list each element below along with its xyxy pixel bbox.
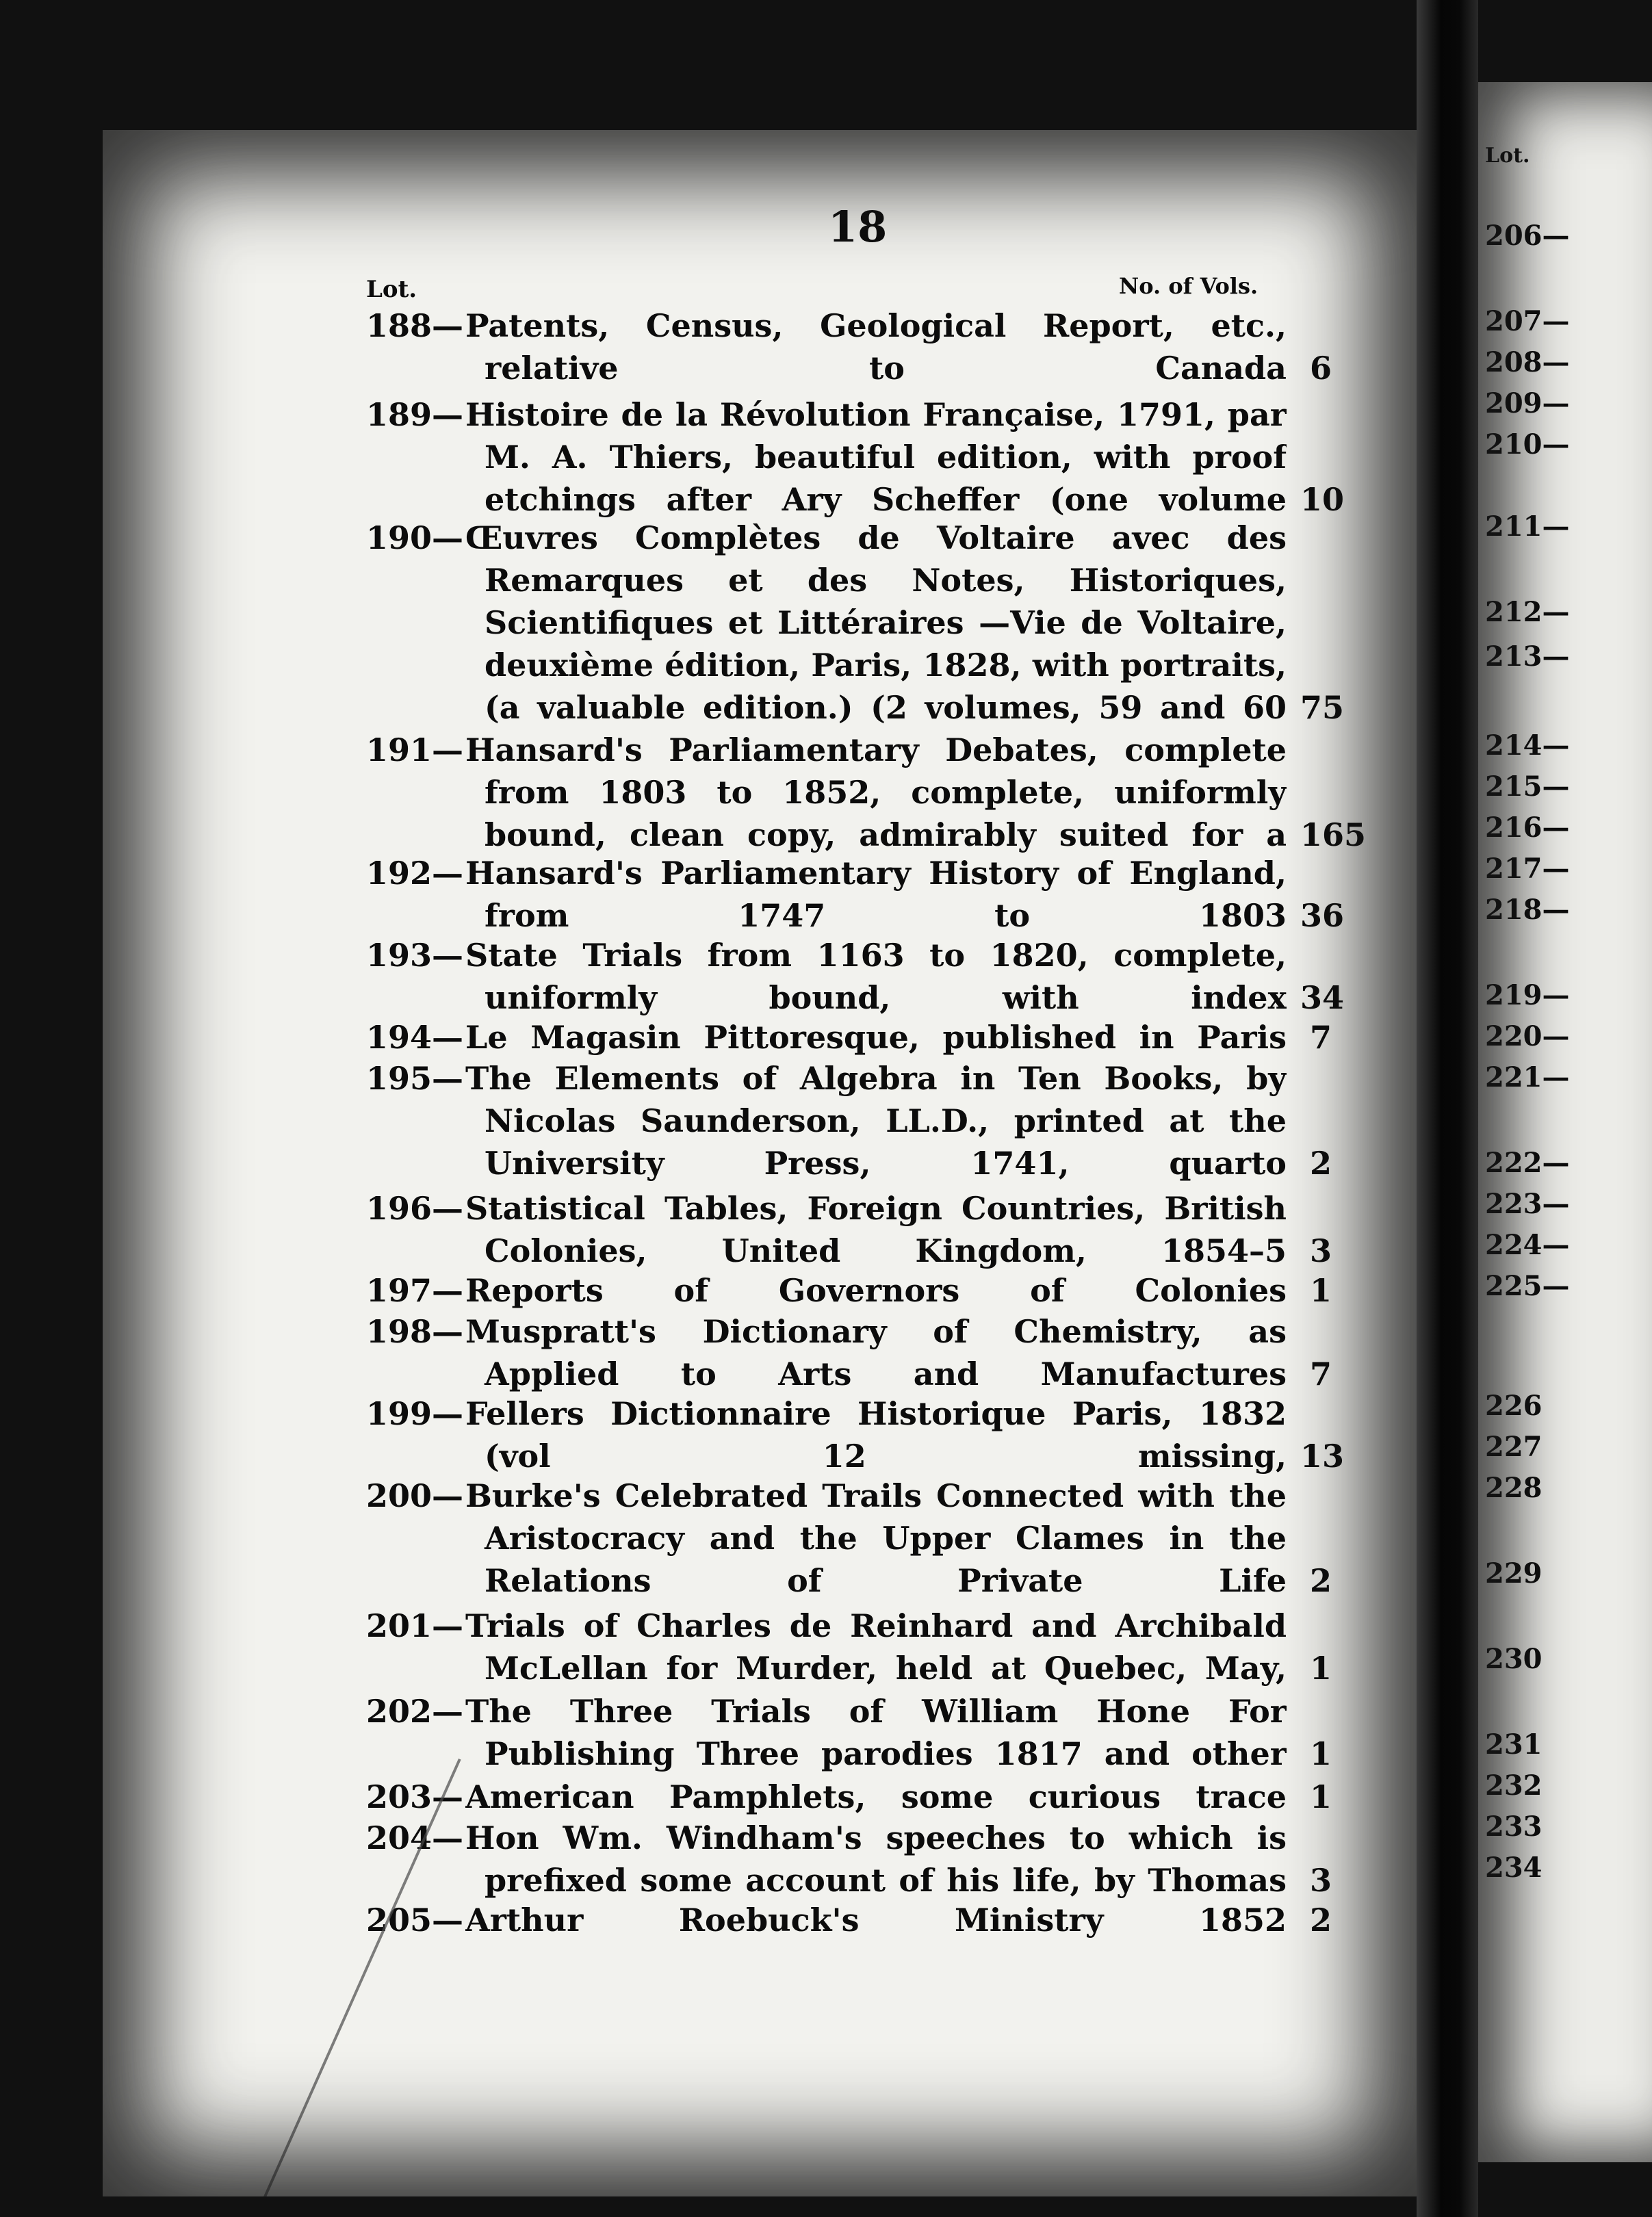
right-page-lot-number: 209— <box>1485 387 1570 419</box>
right-page-lot-number: 218— <box>1485 894 1570 926</box>
book-gutter <box>1417 0 1478 2217</box>
lot-description: Muspratt's Dictionary of Chemistry, as Applied to Arts and Manufactures ..... <box>465 1310 1287 1395</box>
lot-number: 199— <box>366 1395 464 1432</box>
volume-count: 3 <box>1309 1232 1332 1269</box>
right-page-lot-number: 207— <box>1485 305 1570 337</box>
right-page-lot-number: 230 <box>1485 1643 1543 1675</box>
lot-number: 194— <box>366 1019 464 1056</box>
lot-description: Hansard's Parliamentary Debates, complete from 1803 to 1852, complete, uniformly bound, clean copy, admirably suited for a ..... <box>465 729 1287 856</box>
page-number: 18 <box>828 202 888 252</box>
right-page-fragment <box>1478 82 1652 2162</box>
volumes-column-header: No. of Vols. <box>1119 273 1259 299</box>
left-page <box>103 130 1417 2196</box>
right-page-lot-number: 208— <box>1485 346 1570 378</box>
lot-number: 189— <box>366 396 464 433</box>
volume-count: 10 <box>1300 481 1345 518</box>
lot-number: 203— <box>366 1778 464 1815</box>
right-page-lot-number: 225— <box>1485 1270 1570 1302</box>
right-page-lot-number: 220— <box>1485 1020 1570 1052</box>
right-page-lot-number: 232 <box>1485 1769 1543 1802</box>
volume-count: 2 <box>1309 1562 1332 1599</box>
right-page-lot-number: 212— <box>1485 596 1570 628</box>
lot-number: 190— <box>366 519 464 556</box>
right-page-lot-number: 228 <box>1485 1472 1543 1504</box>
volume-count: 36 <box>1300 897 1345 934</box>
right-page-lot-number: 226 <box>1485 1390 1543 1422</box>
lot-description: Hansard's Parliamentary History of England, from 1747 to 1803 ..... <box>465 852 1287 937</box>
right-page-lot-number: 231 <box>1485 1728 1543 1761</box>
lot-description: Arthur Roebuck's Ministry 1852 ..... <box>465 1899 1287 1941</box>
lot-list <box>103 130 1417 2196</box>
right-page-lot-number: 233 <box>1485 1811 1543 1843</box>
right-page-lot-number: 234 <box>1485 1852 1543 1884</box>
lot-description: American Pamphlets, some curious trace ..... <box>465 1776 1287 1818</box>
right-page-lot-number: 223— <box>1485 1188 1570 1220</box>
lot-description: Trials of Charles de Reinhard and Archibald McLellan for Murder, held at Quebec, May, ..... <box>465 1605 1287 1689</box>
right-page-lot-number: 227 <box>1485 1431 1543 1463</box>
lot-number: 202— <box>366 1693 464 1730</box>
lot-description: Burke's Celebrated Trails Connected with the Aristocracy and the Upper Clames in the Relations of Private Life ..... <box>465 1475 1287 1602</box>
right-page-lot-number: 221— <box>1485 1061 1570 1093</box>
lot-description: Fellers Dictionnaire Historique Paris, 1832 (vol 12 missing, ..... <box>465 1392 1287 1477</box>
lot-description: Hon Wm. Windham's speeches to which is prefixed some account of his life, by Thomas ..... <box>465 1817 1287 1902</box>
lot-description: Le Magasin Pittoresque, published in Paris ..... <box>465 1016 1287 1059</box>
volume-count: 165 <box>1300 816 1367 853</box>
volume-count: 6 <box>1309 350 1332 387</box>
volume-count: 1 <box>1309 1778 1332 1815</box>
right-page-lot-number: 222— <box>1485 1147 1570 1179</box>
right-page-lot-number: 206— <box>1485 220 1570 252</box>
volume-count: 7 <box>1309 1356 1332 1392</box>
volume-count: 1 <box>1309 1735 1332 1772</box>
volume-count: 7 <box>1309 1019 1332 1056</box>
volume-count: 13 <box>1300 1438 1345 1475</box>
right-page-lot-number: 217— <box>1485 853 1570 885</box>
lot-number: 205— <box>366 1902 464 1939</box>
lot-number: 197— <box>366 1272 464 1309</box>
right-page-lot-header: Lot. <box>1485 144 1530 168</box>
volume-count: 34 <box>1300 979 1345 1016</box>
lot-description: Œuvres Complètes de Voltaire avec des Remarques et des Notes, Historiques, Scientifiques et Littéraires —Vie de Voltaire, deuxième édition, Paris, 1828, with portraits, (a valuable edition.) (2 volumes, 59 and 60 ..... <box>465 517 1287 729</box>
right-page-lot-number: 215— <box>1485 770 1570 803</box>
lot-number: 201— <box>366 1607 464 1644</box>
lot-number: 195— <box>366 1060 464 1097</box>
volume-count: 75 <box>1300 689 1345 726</box>
right-page-lot-number: 229 <box>1485 1557 1543 1590</box>
lot-number: 196— <box>366 1190 464 1227</box>
right-page-lot-number: 213— <box>1485 640 1570 673</box>
lot-description: Reports of Governors of Colonies ..... <box>465 1269 1287 1312</box>
right-page-lot-number: 224— <box>1485 1229 1570 1261</box>
right-page-lot-number: 214— <box>1485 729 1570 762</box>
right-page-lot-number: 216— <box>1485 812 1570 844</box>
lot-number: 192— <box>366 855 464 892</box>
lot-number: 198— <box>366 1313 464 1350</box>
right-page-lot-number: 210— <box>1485 428 1570 461</box>
lot-column-header: Lot. <box>366 276 417 303</box>
lot-description: Statistical Tables, Foreign Countries, British Colonies, United Kingdom, 1854–5 ..... <box>465 1187 1287 1272</box>
lot-description: Patents, Census, Geological Report, etc., relative to Canada ..... <box>465 304 1287 389</box>
lot-description: State Trials from 1163 to 1820, complete, uniformly bound, with index ..... <box>465 934 1287 1019</box>
lot-description: The Elements of Algebra in Ten Books, by Nicolas Saunderson, LL.D., printed at the University Press, 1741, quarto ..... <box>465 1057 1287 1184</box>
lot-number: 193— <box>366 937 464 974</box>
lot-description: The Three Trials of William Hone For Publishing Three parodies 1817 and other ..... <box>465 1690 1287 1775</box>
lot-number: 188— <box>366 307 464 344</box>
lot-description: Histoire de la Révolution Française, 1791, par M. A. Thiers, beautiful edition, with proof etchings after Ary Scheffer (one volume ..... <box>465 393 1287 521</box>
volume-count: 3 <box>1309 1862 1332 1899</box>
volume-count: 1 <box>1309 1650 1332 1687</box>
volume-count: 2 <box>1309 1902 1332 1939</box>
right-page-lot-number: 219— <box>1485 979 1570 1011</box>
volume-count: 1 <box>1309 1272 1332 1309</box>
right-page-lot-number: 211— <box>1485 510 1570 543</box>
lot-number: 191— <box>366 731 464 768</box>
volume-count: 2 <box>1309 1145 1332 1182</box>
lot-number: 204— <box>366 1819 464 1856</box>
lot-number: 200— <box>366 1477 464 1514</box>
